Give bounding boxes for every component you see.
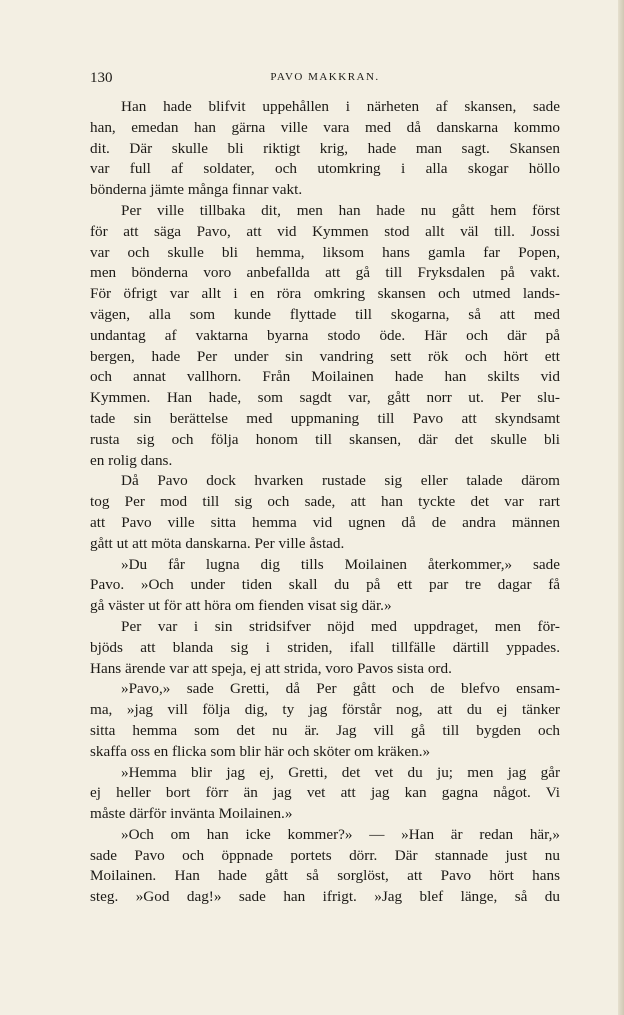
text-line: »Du får lugna dig tills Moilainen återkommer,» sade: [121, 555, 560, 573]
text-line: gått ut att möta danskarna. Per ville åstad.: [90, 534, 345, 552]
text-line: Kymmen. Han hade, som sagdt var, gått norr ut. Per slu-: [90, 389, 560, 407]
text-line: ej heller bort förr än jag vet att jag kan gagna något. Vi: [90, 784, 560, 802]
text-line: rusta sig och följa honom till skansen, där det skulle bli: [90, 430, 560, 448]
text-line: bergen, hade Per under sin vandring sett rök och hört ett: [90, 347, 560, 365]
running-title: PAVO MAKKRAN.: [270, 71, 380, 83]
text-line: sade Pavo och öppnade portets dörr. Där stannade just nu: [90, 846, 560, 864]
text-line: tog Per mod till sig och sade, att han tyckte det var rart: [90, 493, 560, 511]
text-line: vägen, alla som kunde flyttade till skogarna, så att med: [90, 305, 560, 323]
text-line: en rolig dans.: [90, 451, 173, 469]
text-line: »Hemma blir jag ej, Gretti, det vet du ju; men jag går: [121, 763, 560, 781]
text-line: Pavo. »Och under tiden skall du på ett par tre dagar få: [90, 576, 560, 594]
text-line: steg. »God dag!» sade han ifrigt. »Jag blef länge, så du: [90, 888, 560, 906]
text-line: bönderna jämte många finnar vakt.: [90, 181, 303, 199]
text-line: undantag af vaktarna byarna stodo öde. Här och där på: [90, 326, 560, 344]
text-line: För öfrigt var allt i en röra omkring skansen och utmed lands-: [90, 285, 560, 303]
running-head: [90, 70, 560, 90]
text-line: Moilainen. Han hade gått så sorglöst, att Pavo hört hans: [90, 867, 560, 885]
text-line: och annat vallhorn. Från Moilainen hade han skilts vid: [90, 368, 560, 386]
text-line: Per var i sin stridsifver nöjd med uppdraget, men för-: [121, 617, 560, 635]
text-line: han, emedan han gärna ville vara med då danskarna kommo: [90, 118, 560, 136]
text-line: var full af soldater, och utomkring i alla skogar höllo: [90, 160, 560, 178]
text-line: Han hade blifvit uppehållen i närheten af skansen, sade: [121, 98, 560, 115]
text-line: bjöds att blanda sig i striden, ifall tillfälle därtill yppades.: [90, 638, 560, 656]
text-line: Då Pavo dock hvarken rustade sig eller talade därom: [121, 472, 560, 490]
text-line: Hans ärende var att speja, ej att strida, voro Pavos sista ord.: [90, 659, 452, 677]
text-line: för att säga Pavo, att vid Kymmen stod allt väl till. Jossi: [90, 222, 560, 240]
text-line: ma, »jag vill följa dig, ty jag förstår nog, att du ej tänker: [90, 701, 560, 719]
text-line: »Pavo,» sade Gretti, då Per gått och de blefvo ensam-: [121, 680, 560, 698]
page-number: 130: [90, 70, 113, 86]
text-line: men bönderna voro anbefallda att gå till Fryksdalen på vakt.: [90, 264, 560, 282]
text-line: Per ville tillbaka dit, men han hade nu gått hem först: [121, 201, 560, 219]
text-line: att Pavo ville sitta hemma vid ugnen då de andra männen: [90, 513, 560, 531]
text-line: gå väster ut för att höra om fienden visat sig där.»: [90, 597, 392, 615]
page-edge: [618, 0, 624, 1015]
text-line: »Och om han icke kommer?» — »Han är redan här,»: [121, 825, 560, 843]
text-line: tade sin berättelse med uppmaning till Pavo att skyndsamt: [90, 409, 560, 427]
text-line: sitta hemma som det nu är. Jag vill gå till bygden och: [90, 721, 560, 739]
text-line: måste därför invänta Moilainen.»: [90, 805, 293, 823]
text-line: skaffa oss en flicka som blir här och sköter om kräken.»: [90, 742, 431, 760]
text-line: var och skulle bli hemma, liksom hans gamla far Popen,: [90, 243, 560, 261]
text-line: dit. Där skulle bli riktigt krig, hade man sagt. Skansen: [90, 139, 560, 157]
body-text: [90, 97, 560, 908]
